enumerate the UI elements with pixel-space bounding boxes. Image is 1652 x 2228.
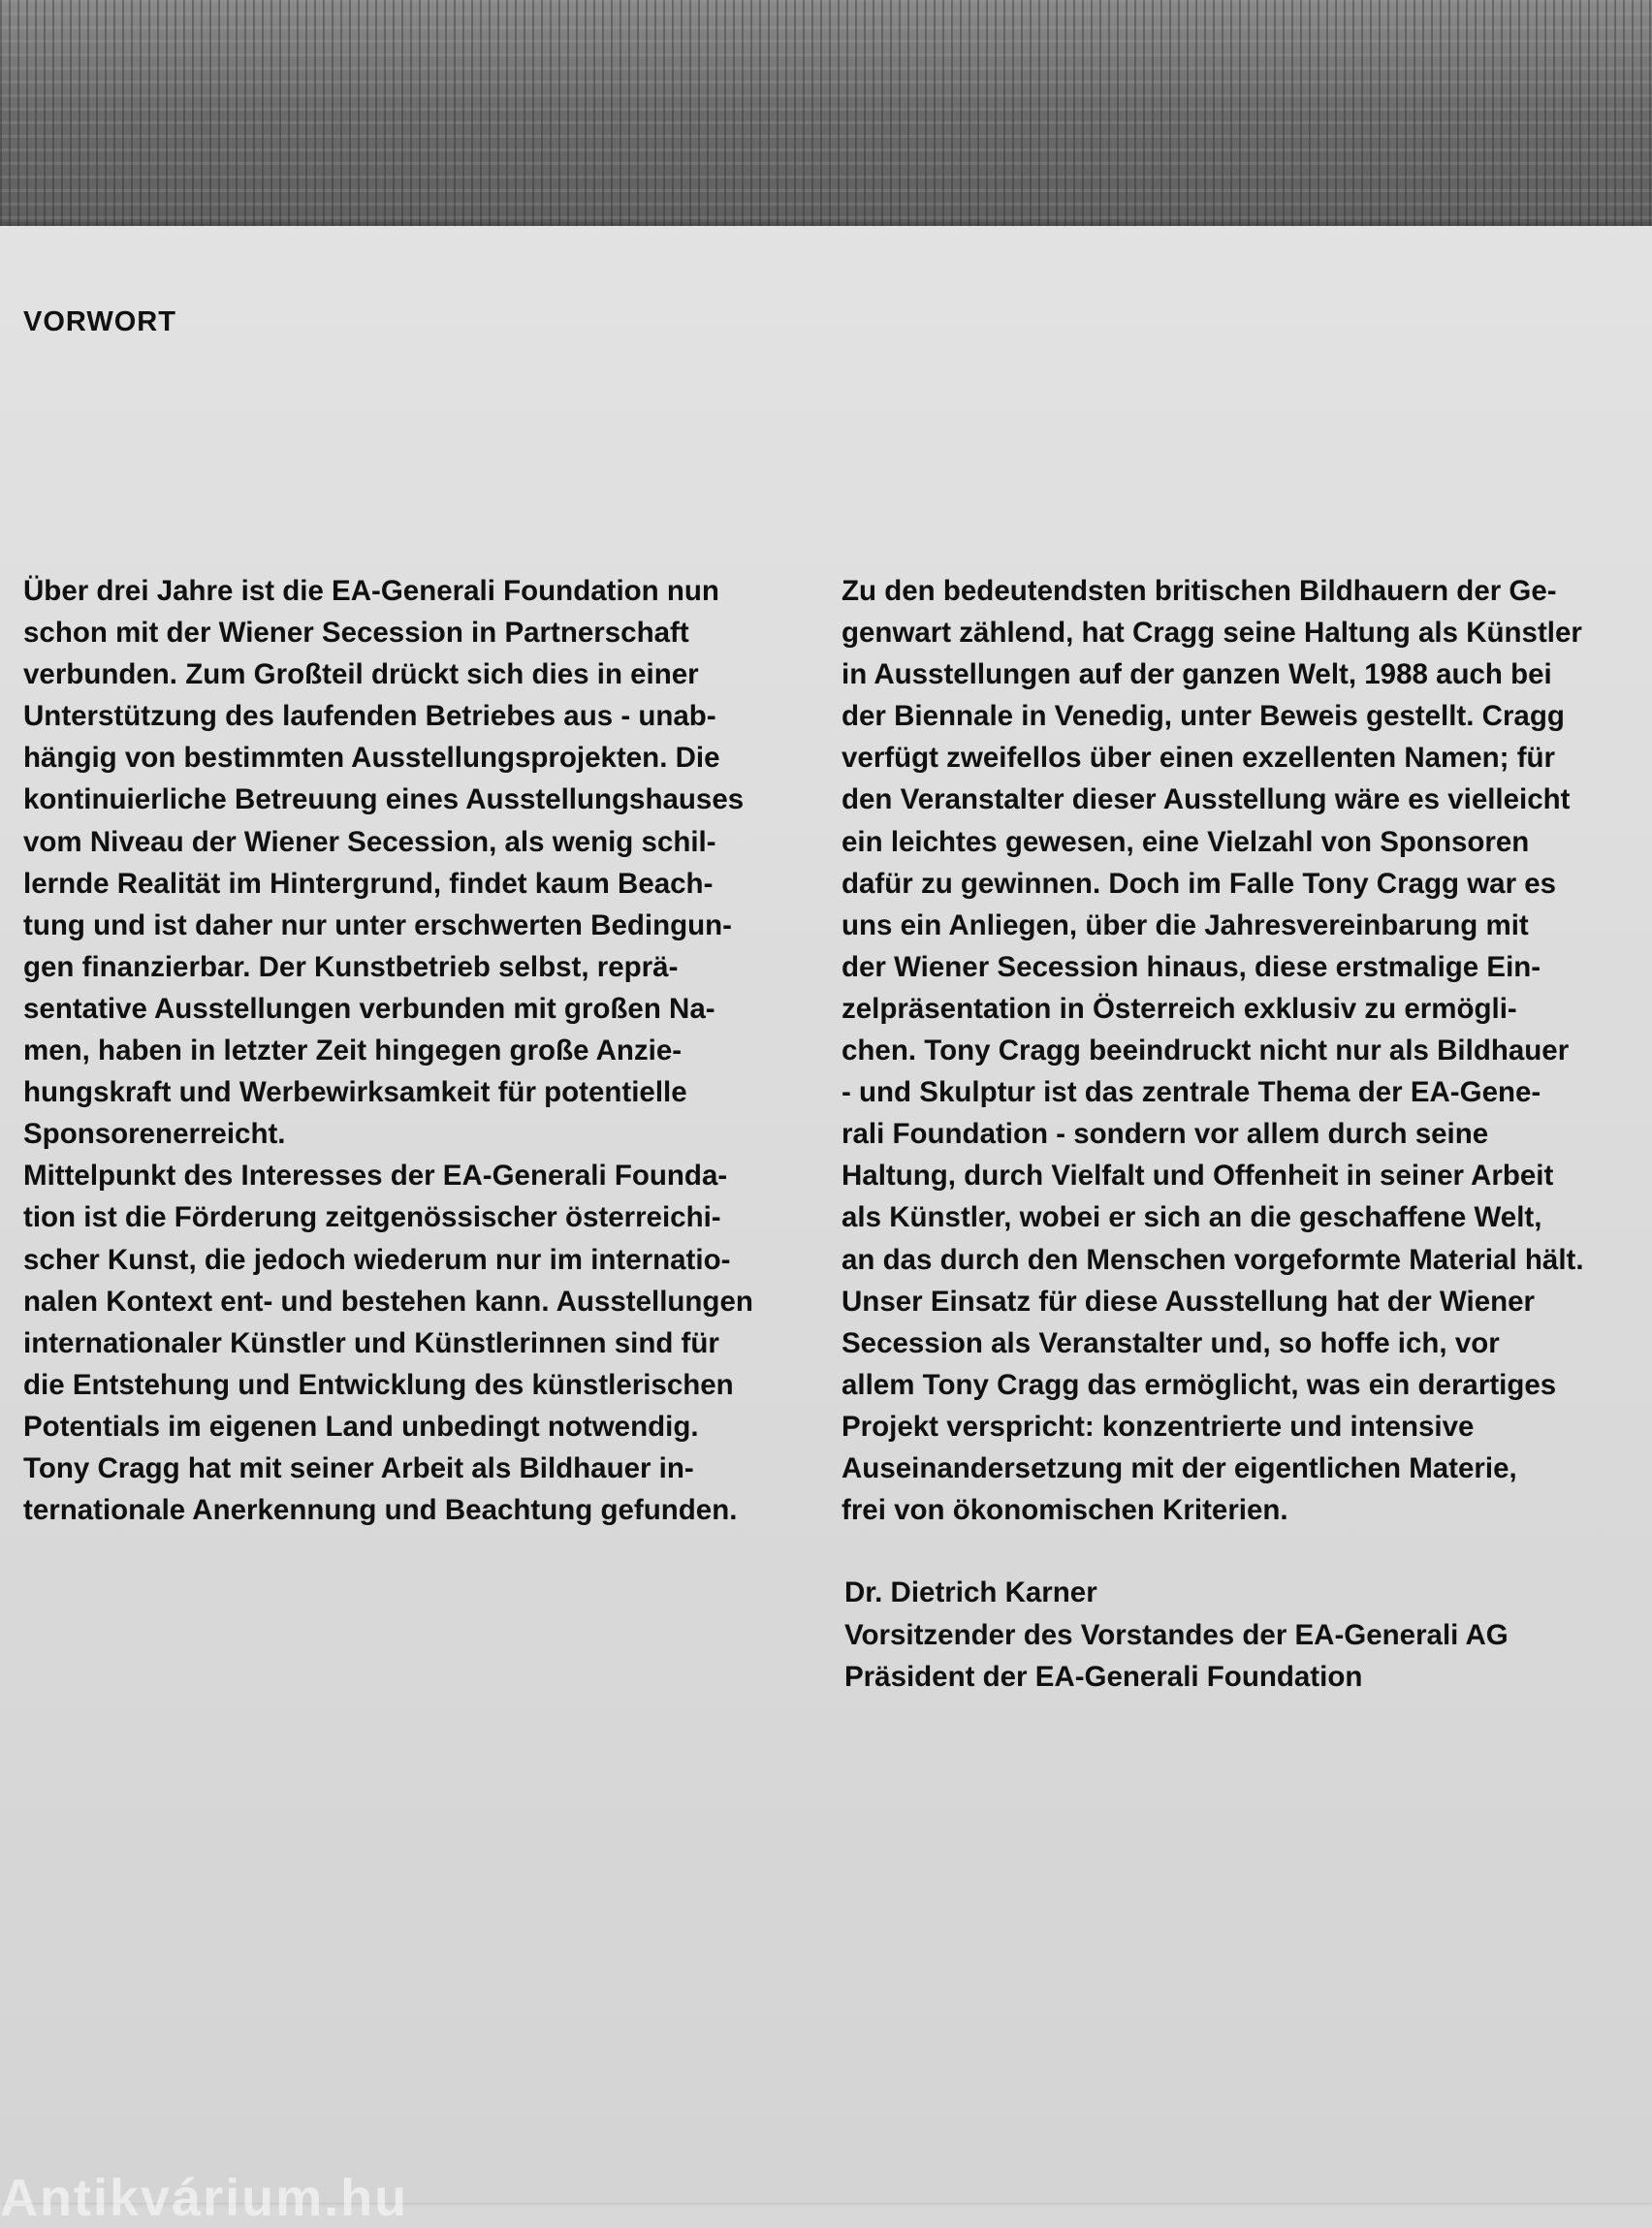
text-line: rali Foundation - sondern vor allem durch seine (842, 1118, 1489, 1151)
text-line: als Künstler, wobei er sich an die geschaffene Welt, (842, 1201, 1542, 1234)
text-line: tung und ist daher nur unter erschwerten Bedingun- (23, 908, 732, 941)
text-line: allem Tony Cragg das ermöglicht, was ein derartiges (842, 1368, 1557, 1401)
text-line: hängig von bestimmten Ausstellungsprojekten. Die (23, 742, 720, 775)
text-line: tion ist die Förderung zeitgenössischer österreichi- (23, 1201, 721, 1234)
text-line: in Ausstellungen auf der ganzen Welt, 1988 auch bei (842, 658, 1552, 691)
text-line: Auseinandersetzung mit der eigentlichen Materie, (842, 1451, 1517, 1484)
text-line: schon mit der Wiener Secession in Partnerschaft (23, 617, 689, 650)
text-line: Über drei Jahre ist die EA-Generali Foundation nun (23, 575, 719, 607)
text-line: Projekt verspricht: konzentrierte und intensive (842, 1410, 1475, 1443)
text-line: internationaler Künstler und Künstlerinnen sind für (23, 1326, 719, 1359)
text-line: sentative Ausstellungen verbunden mit großen Na- (23, 992, 715, 1025)
text-line: ein leichtes gewesen, eine Vielzahl von Sponsoren (842, 825, 1530, 858)
text-line: Sponsorenerreicht. (23, 1118, 286, 1151)
text-line: Unser Einsatz für diese Ausstellung hat der Wiener (842, 1285, 1536, 1318)
text-line: Mittelpunkt des Interesses der EA-Generali Founda- (23, 1160, 728, 1193)
text-line: dafür zu gewinnen. Doch im Falle Tony Cragg war es (842, 867, 1557, 900)
text-line: die Entstehung und Entwicklung des künstlerischen (23, 1368, 734, 1401)
text-line: Haltung, durch Vielfalt und Offenheit in seiner Arbeit (842, 1160, 1554, 1193)
watermark: Antikvárium.hu (0, 2169, 409, 2227)
text-line: verbunden. Zum Großteil drückt sich dies in einer (23, 658, 699, 691)
background-surface (0, 0, 1652, 233)
signature-role: Vorsitzender des Vorstandes der EA-Generali AG (844, 1618, 1509, 1651)
text-line: - und Skulptur ist das zentrale Thema der EA-Gene- (842, 1076, 1541, 1109)
text-line: Zu den bedeutendsten britischen Bildhauern der Ge- (842, 575, 1557, 607)
page-title: VORWORT (23, 306, 176, 337)
text-line: scher Kunst, die jedoch wiederum nur im internatio- (23, 1243, 731, 1276)
text-line: den Veranstalter dieser Ausstellung wäre es vielleicht (842, 783, 1571, 816)
text-line: nalen Kontext ent- und bestehen kann. Ausstellungen (23, 1285, 753, 1318)
text-line: verfügt zweifellos über einen exzellenten Namen; für (842, 742, 1556, 775)
text-line: zelpräsentation in Österreich exklusiv zu ermögli- (842, 992, 1517, 1025)
signature-role: Präsident der EA-Generali Foundation (844, 1661, 1363, 1693)
text-line: der Wiener Secession hinaus, diese erstmalige Ein- (842, 950, 1541, 983)
text-line: Unterstützung des laufenden Betriebes aus - unab- (23, 700, 716, 733)
text-line: frei von ökonomischen Kriterien. (842, 1494, 1288, 1527)
text-line: Secession als Veranstalter und, so hoffe ich, vor (842, 1326, 1500, 1359)
text-line: kontinuierliche Betreuung eines Ausstellungshauses (23, 783, 745, 816)
text-line: Tony Cragg hat mit seiner Arbeit als Bildhauer in- (23, 1451, 694, 1484)
text-line: men, haben in letzter Zeit hingegen große Anzie- (23, 1034, 683, 1067)
signature-block (844, 1572, 1509, 1699)
text-line: gen finanzierbar. Der Kunstbetrieb selbst, reprä- (23, 950, 679, 983)
text-line: an das durch den Menschen vorgeformte Material hält. (842, 1243, 1584, 1276)
text-line: der Biennale in Venedig, unter Beweis gestellt. Cragg (842, 700, 1565, 733)
right-text-column (842, 570, 1646, 1531)
text-line: hungskraft und Werbewirksamkeit für potentielle (23, 1076, 687, 1109)
text-line: chen. Tony Cragg beeindruckt nicht nur als Bildhauer (842, 1034, 1570, 1067)
text-line: vom Niveau der Wiener Secession, als wenig schil- (23, 825, 716, 858)
text-line: genwart zählend, hat Cragg seine Haltung als Künstler (842, 617, 1582, 650)
text-line: ternationale Anerkennung und Beachtung gefunden. (23, 1494, 738, 1527)
text-line: uns ein Anliegen, über die Jahresvereinbarung mit (842, 908, 1529, 941)
signature-name: Dr. Dietrich Karner (844, 1576, 1097, 1608)
left-text-column (23, 570, 828, 1531)
text-line: Potentials im eigenen Land unbedingt notwendig. (23, 1410, 699, 1443)
text-line: lernde Realität im Hintergrund, findet kaum Beach- (23, 867, 714, 900)
